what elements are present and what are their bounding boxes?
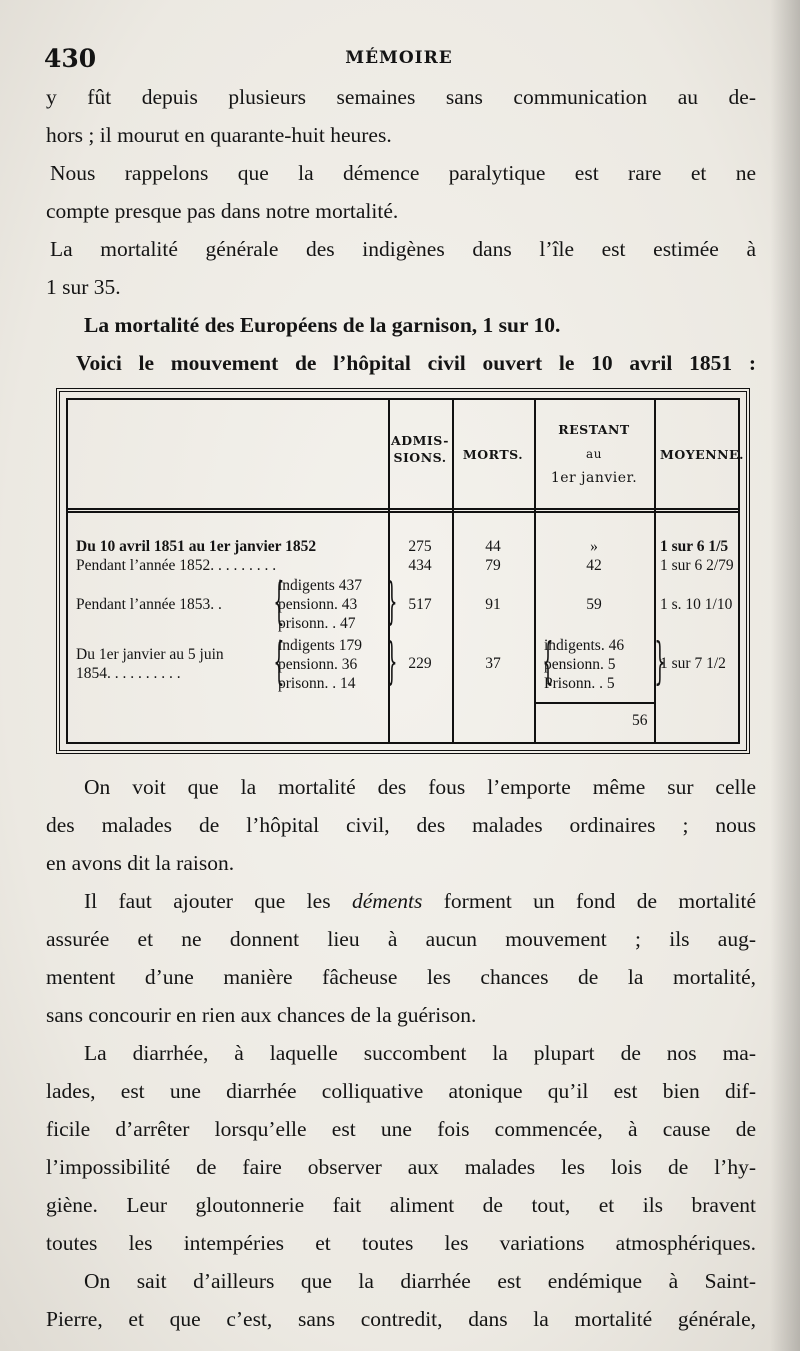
header-restant: [534, 418, 654, 490]
row4-label-line2: 1854. . . . . . . . . .: [76, 665, 181, 682]
header-restant-line2: au: [586, 447, 602, 461]
text-line: La mortalité générale des indigènes dans l’île est estimée à: [50, 237, 756, 261]
text-line: sans concourir en rien aux chances de la guérison.: [46, 1003, 477, 1027]
text-fragment: forment un fond de mortalité: [443, 889, 757, 913]
row4-morts: 37: [485, 655, 501, 672]
header-admissions-line2: SIONS.: [393, 450, 447, 465]
row4-brace-left: {: [273, 632, 285, 690]
row1-morts: 44: [485, 538, 501, 555]
row2-restant: 42: [586, 557, 602, 574]
text-line: On voit que la mortalité des fous l’emporte même sur celle: [84, 775, 756, 799]
text-line: [46, 882, 756, 920]
row4-breakdown: [278, 636, 362, 693]
header-restant-line1: RESTANT: [558, 422, 630, 437]
row4-restant-indigents: indigents. 46: [544, 637, 625, 654]
text-line: toutes les intempéries et toutes les variations atmosphériques.: [46, 1231, 756, 1255]
text-line: hors ; il mourut en quarante-huit heures.: [46, 123, 392, 147]
row2-label: Pendant l’année 1852. . . . . . . . .: [76, 557, 277, 574]
total-rule: [534, 702, 654, 704]
text-line: On sait d’ailleurs que la diarrhée est endémique à Saint-: [84, 1269, 756, 1293]
header-divider: [68, 511, 738, 513]
total-restant: 56: [632, 712, 648, 729]
text-line: des malades de l’hôpital civil, des malades ordinaires ; nous: [46, 813, 756, 837]
row4-breakdown-prisonn: prisonn. . 14: [278, 675, 356, 692]
page-number: 430: [44, 44, 97, 73]
row4-breakdown-indigents: indigents 179: [278, 637, 362, 654]
text-line: 1 sur 35.: [46, 275, 121, 299]
row3-morts: 91: [485, 596, 501, 613]
row3-moyenne: 1 s. 10 1/10: [660, 596, 733, 613]
header-admissions: [388, 432, 452, 466]
text-line: mentent d’une manière fâcheuse les chances de la mortalité,: [46, 965, 756, 989]
text-emphasis: déments: [351, 889, 423, 913]
row1-restant: »: [590, 538, 598, 555]
page-header: [44, 44, 754, 78]
row4-restant-prisonn: Prisonn. . 5: [544, 675, 615, 692]
text-line: compte presque pas dans notre mortalité.: [46, 199, 399, 223]
text-line: La mortalité des Européens de la garnison, 1 sur 10.: [84, 313, 561, 337]
row4-restant-brace-right: }: [654, 632, 666, 690]
header-restant-line3: 1er janvier.: [550, 470, 638, 486]
text-line: y fût depuis plusieurs semaines sans communication au de-: [46, 85, 756, 109]
row4-label: [76, 645, 224, 683]
header-moyenne: MOYENNE.: [660, 447, 744, 462]
header-divider: [68, 508, 738, 510]
row1-admissions: 275: [408, 538, 432, 555]
row4-moyenne: 1 sur 7 1/2: [660, 655, 726, 672]
row3-restant: 59: [586, 596, 602, 613]
text-after-table: [46, 768, 756, 1338]
text-line: Pierre, et que c’est, sans contredit, dans la mortalité générale,: [46, 1307, 756, 1331]
row4-brace-right: }: [386, 632, 398, 690]
hospital-movement-table: [56, 388, 750, 754]
text-fragment: Il faut ajouter que les: [84, 889, 331, 913]
row1-moyenne: 1 sur 6 1/5: [660, 538, 729, 555]
row4-label-line1: Du 1er janvier au 5 juin: [76, 646, 224, 663]
row3-brace-left: {: [273, 572, 285, 630]
row2-admissions: 434: [408, 557, 432, 574]
row3-label: Pendant l’année 1853. .: [76, 596, 222, 613]
row3-breakdown-indigents: indigents 437: [278, 577, 362, 594]
row1-label: Du 10 avril 1851 au 1er janvier 1852: [76, 538, 317, 555]
row2-morts: 79: [485, 557, 501, 574]
row4-restant-breakdown: [542, 632, 625, 693]
text-line: La diarrhée, à laquelle succombent la plupart de nos ma-: [84, 1041, 756, 1065]
row4-admissions: 229: [408, 655, 432, 672]
row3-breakdown-prisonn: prisonn. . 47: [278, 615, 356, 632]
text-line: en avons dit la raison.: [46, 851, 235, 875]
row2-moyenne: 1 sur 6 2/79: [660, 557, 734, 574]
header-morts: MORTS.: [462, 447, 524, 462]
row4-breakdown-pensionn: pensionn. 36: [278, 656, 358, 673]
text-line: Voici le mouvement de l’hôpital civil ouvert le 10 avril 1851 :: [76, 351, 756, 375]
row4-restant-pensionn: pensionn. 5: [544, 656, 616, 673]
row3-breakdown: [278, 576, 362, 633]
header-admissions-line1: ADMIS-: [391, 433, 449, 448]
text-line: Nous rappelons que la démence paralytique est rare et ne: [50, 161, 756, 185]
row4-restant-brace-left: {: [542, 632, 554, 690]
text-line: ficile d’arrêter lorsqu’elle est une fois commencée, à cause de: [46, 1117, 756, 1141]
text-line: lades, est une diarrhée colliquative atonique qu’il est bien dif-: [46, 1079, 756, 1103]
text-line: l’impossibilité de faire observer aux malades les lois de l’hy-: [46, 1155, 756, 1179]
table-inner-frame: [66, 398, 744, 744]
text-line: assurée et ne donnent lieu à aucun mouvement ; ils aug-: [46, 927, 756, 951]
row3-admissions: 517: [408, 596, 432, 613]
running-title: MÉMOIRE: [345, 48, 453, 68]
page-edge-shadow: [770, 0, 800, 1351]
text-before-table: [46, 78, 756, 382]
text-line: giène. Leur gloutonnerie fait aliment de tout, et ils bravent: [46, 1193, 756, 1217]
row3-breakdown-pensionn: pensionn. 43: [278, 596, 358, 613]
row3-brace-right: }: [386, 572, 398, 630]
